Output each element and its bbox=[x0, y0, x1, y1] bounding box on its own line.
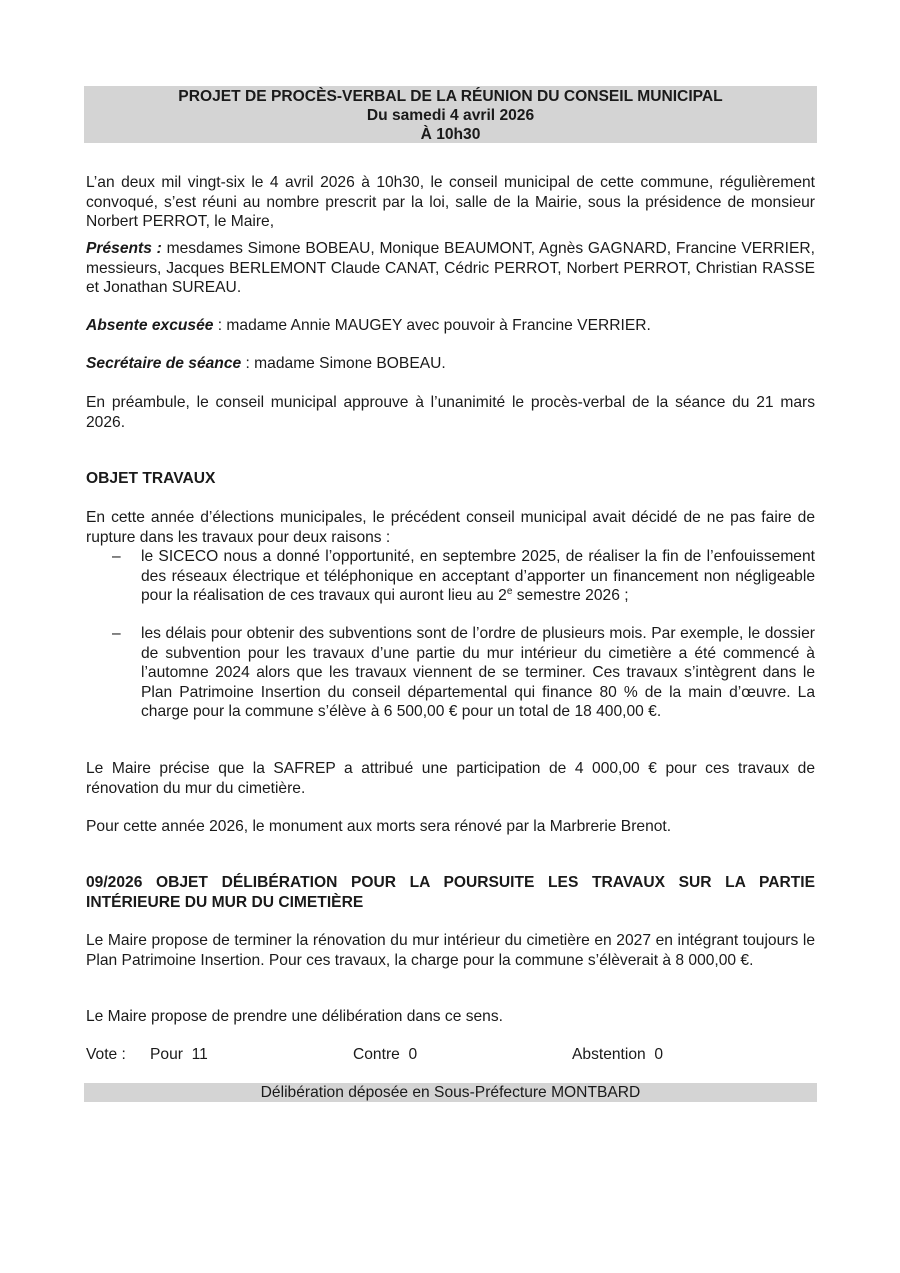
presents-label: Présents : bbox=[86, 240, 162, 257]
bullet1-superscript: e bbox=[506, 585, 513, 597]
deliberation-proposal: Le Maire propose de prendre une délibération dans ce sens. bbox=[86, 1008, 503, 1025]
travaux-intro: En cette année d’élections municipales, le précédent conseil municipal avait décidé de ne pas faire de rupture dans les travaux pour deux raisons : bbox=[86, 509, 815, 546]
safrep-paragraph: Le Maire précise que la SAFREP a attribué une participation de 4 000,00 € pour ces travaux de rénovation du mur du cimetière. bbox=[86, 760, 815, 797]
footer-banner: Délibération déposée en Sous-Préfecture MONTBARD bbox=[84, 1083, 817, 1102]
bullet1-text-b: semestre 2026 ; bbox=[512, 587, 629, 604]
vote-label: Vote : bbox=[86, 1046, 126, 1063]
vote-contre: Contre 0 bbox=[353, 1046, 418, 1063]
bullet-text bbox=[141, 547, 815, 606]
absente-paragraph bbox=[86, 316, 815, 336]
deliberation-heading: 09/2026 OBJET DÉLIBÉRATION POUR LA POURSUITE LES TRAVAUX SUR LA PARTIE INTÉRIEURE DU MUR DU CIMETIÈRE bbox=[86, 874, 815, 911]
intro-paragraph: L’an deux mil vingt-six le 4 avril 2026 à 10h30, le conseil municipal de cette commune, régulièrement convoqué, s’est réuni au nombre prescrit par la loi, salle de la Mairie, sous la présidence de monsieur Norbert PERROT, le Maire, bbox=[86, 174, 815, 230]
secretaire-text: : madame Simone BOBEAU. bbox=[241, 355, 446, 372]
presents-paragraph bbox=[86, 239, 815, 298]
absente-label: Absente excusée bbox=[86, 317, 214, 334]
dash-bullet: – bbox=[112, 548, 121, 565]
title-banner bbox=[84, 86, 817, 143]
vote-pour: Pour 11 bbox=[150, 1046, 208, 1063]
secretaire-label: Secrétaire de séance bbox=[86, 355, 242, 372]
vote-abstention: Abstention 0 bbox=[572, 1046, 664, 1063]
list-item bbox=[86, 547, 815, 606]
list-item bbox=[86, 624, 815, 722]
absente-text: : madame Annie MAUGEY avec pouvoir à Francine VERRIER. bbox=[213, 317, 651, 334]
preambule-paragraph: En préambule, le conseil municipal approuve à l’unanimité le procès-verbal de la séance du 21 mars 2026. bbox=[86, 394, 815, 431]
title-line-2: Du samedi 4 avril 2026 bbox=[366, 107, 535, 124]
title-line-3: À 10h30 bbox=[420, 126, 481, 143]
dash-bullet: – bbox=[112, 625, 121, 642]
secretaire-paragraph bbox=[86, 354, 815, 374]
bullet-text: les délais pour obtenir des subventions sont de l’ordre de plusieurs mois. Par exemple, le dossier de subvention pour les travaux d’une partie du mur intérieur du cimetière a été commencé à l’automne 2024 alors que les travaux viennent de se terminer. Ces travaux s’intègrent dans le Plan Patrimoine Insertion du conseil départemental qui finance 80 % de la main d’œuvre. La charge pour la commune s’élève à 6 500,00 € pour un total de 18 400,00 €. bbox=[141, 625, 815, 720]
deliberation-paragraph: Le Maire propose de terminer la rénovation du mur intérieur du cimetière en 2027 en intégrant toujours le Plan Patrimoine Insertion. Pour ces travaux, la charge pour la commune s’élèverait à 8 000,00 €. bbox=[86, 932, 815, 969]
monument-paragraph: Pour cette année 2026, le monument aux morts sera rénové par la Marbrerie Brenot. bbox=[86, 818, 672, 835]
travaux-heading: OBJET TRAVAUX bbox=[86, 470, 216, 487]
presents-text: mesdames Simone BOBEAU, Monique BEAUMONT, Agnès GAGNARD, Francine VERRIER, messieurs, Jacques BERLEMONT Claude CANAT, Cédric PERROT, Norbert PERROT, Christian RASSE et Jonathan SUREAU. bbox=[86, 240, 815, 296]
title-line-1: PROJET DE PROCÈS-VERBAL DE LA RÉUNION DU CONSEIL MUNICIPAL bbox=[178, 88, 723, 105]
bullet1-text-a: le SICECO nous a donné l’opportunité, en septembre 2025, de réaliser la fin de l’enfouissement des réseaux électrique et téléphonique en acceptant d’apporter un financement non négligeable pour la réalisation de ces travaux qui auront lieu au 2 bbox=[141, 548, 815, 604]
